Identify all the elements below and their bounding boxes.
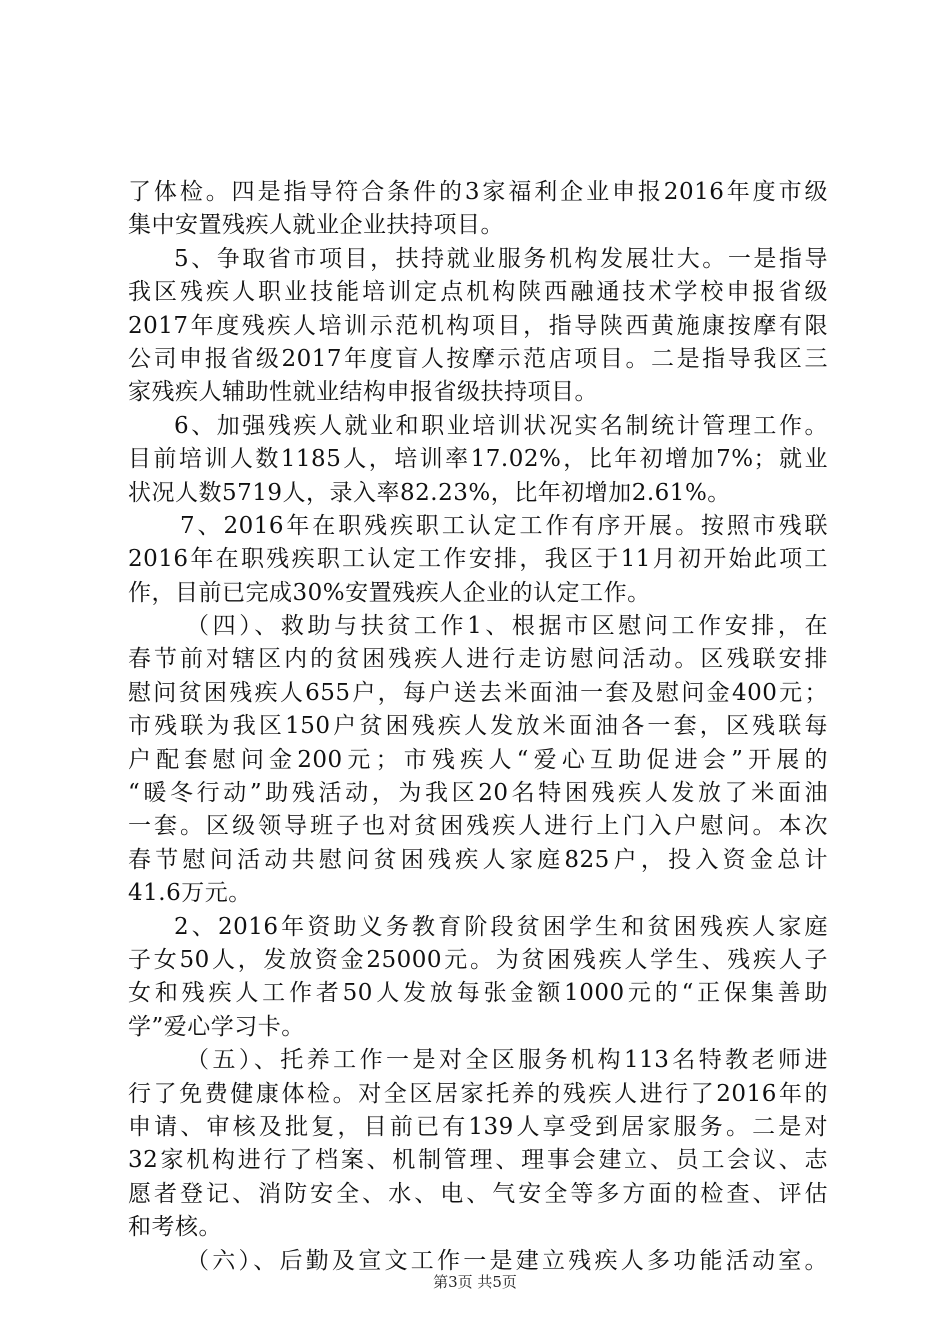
- text-line: “暖冬行动”助残活动，为我区20名特困残疾人发放了米面油: [128, 780, 828, 807]
- text-line: 2、2016年资助义务教育阶段贫困学生和贫困残疾人家庭: [174, 913, 828, 940]
- text-line: 女和残疾人工作者50人发放每张金额1000元的“正保集善助: [128, 980, 828, 1007]
- text-line: 5、争取省市项目，扶持就业服务机构发展壮大。一是指导: [174, 245, 828, 272]
- text-line: 愿者登记、消防安全、水、电、气安全等多方面的检查、评估: [128, 1180, 828, 1207]
- text-line: 7、2016年在职残疾职工认定工作有序开展。按照市残联: [180, 512, 828, 539]
- text-line: 集中安置残疾人就业企业扶持项目。: [128, 212, 504, 239]
- text-line: 家残疾人辅助性就业结构申报省级扶持项目。: [128, 379, 598, 406]
- text-line: （六）、后勤及宣文工作一是建立残疾人多功能活动室。: [186, 1247, 828, 1274]
- text-line: 学”爱心学习卡。: [128, 1013, 305, 1040]
- text-line: 市残联为我区150户贫困残疾人发放米面油各一套，区残联每: [128, 713, 828, 740]
- text-line: 41.6万元。: [128, 880, 252, 907]
- page-footer: 第3页 共5页: [433, 1273, 517, 1291]
- text-line: 32家机构进行了档案、机制管理、理事会建立、员工会议、志: [128, 1147, 828, 1174]
- text-line: 公司申报省级2017年度盲人按摩示范店项目。二是指导我区三: [128, 345, 828, 372]
- text-line: 申请、审核及批复，目前已有139人享受到居家服务。二是对: [128, 1113, 828, 1140]
- text-line: （五）、托养工作一是对全区服务机构113名特教老师进: [186, 1047, 828, 1074]
- text-line: 2017年度残疾人培训示范机构项目，指导陕西黄施康按摩有限: [128, 312, 828, 339]
- text-line: 6、加强残疾人就业和职业培训状况实名制统计管理工作。: [174, 412, 828, 439]
- text-line: （四）、救助与扶贫工作1、根据市区慰问工作安排，在: [186, 613, 828, 640]
- text-line: 行了免费健康体检。对全区居家托养的残疾人进行了2016年的: [128, 1080, 828, 1107]
- text-line: 状况人数5719人，录入率82.23%，比年初增加2.61%。: [128, 479, 731, 506]
- text-line: 作，目前已完成30%安置残疾人企业的认定工作。: [128, 579, 651, 606]
- text-line: 户配套慰问金200元；市残疾人“爱心互助促进会”开展的: [128, 746, 828, 773]
- text-line: 了体检。四是指导符合条件的3家福利企业申报2016年度市级: [128, 179, 828, 205]
- text-line: 目前培训人数1185人，培训率17.02%，比年初增加7%；就业: [128, 446, 828, 473]
- text-line: 2016年在职残疾职工认定工作安排，我区于11月初开始此项工: [128, 546, 828, 573]
- text-line: 一套。区级领导班子也对贫困残疾人进行上门入户慰问。本次: [128, 813, 828, 840]
- text-line: 我区残疾人职业技能培训定点机构陕西融通技术学校申报省级: [128, 279, 828, 306]
- text-line: 子女50人，发放资金25000元。为贫困残疾人学生、残疾人子: [128, 946, 828, 973]
- text-line: 和考核。: [128, 1214, 222, 1241]
- text-line: 慰问贫困残疾人655户，每户送去米面油一套及慰问金400元；: [128, 679, 828, 706]
- text-line: 春节慰问活动共慰问贫困残疾人家庭825户，投入资金总计: [128, 846, 828, 873]
- text-line: 春节前对辖区内的贫困残疾人进行走访慰问活动。区残联安排: [128, 646, 828, 673]
- document-body: [128, 176, 828, 1278]
